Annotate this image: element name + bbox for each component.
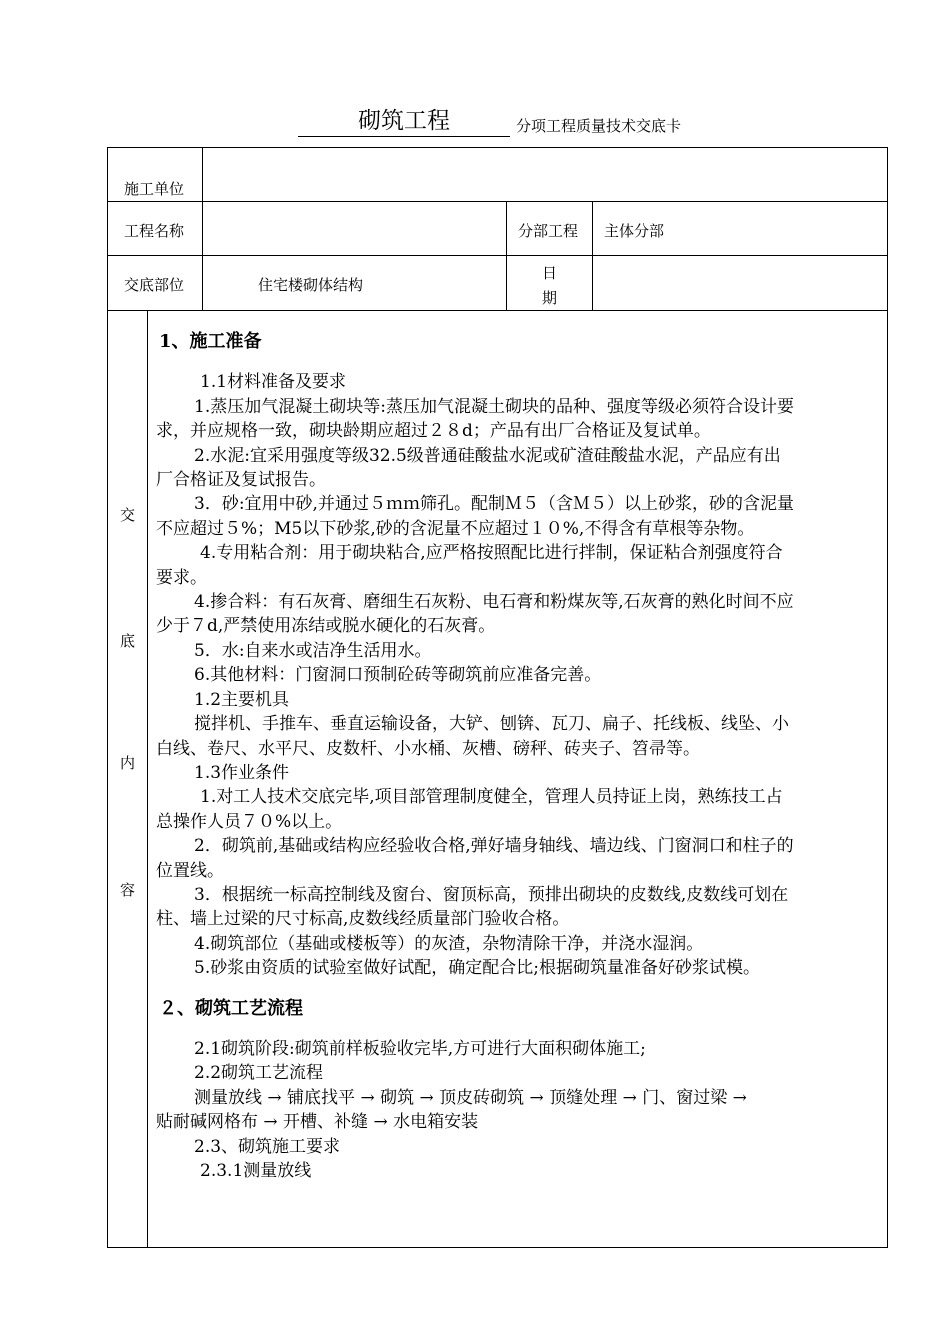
content-line: 贴耐碱网格布 → 开槽、补缝 → 水电箱安装 [156, 1112, 479, 1133]
content-line: 搅拌机、手推车、垂直运输设备，大铲、刨锛、瓦刀、扁子、托线板、线坠、小 [194, 714, 789, 735]
content-line: 2.3、砌筑施工要求 [194, 1136, 341, 1157]
content-line: 位置线。 [156, 860, 224, 881]
content-line: 2.2砌筑工艺流程 [194, 1063, 324, 1084]
content-line: 总操作人员７０%以上。 [156, 811, 343, 832]
content-line: 少于７d,严禁使用冻结或脱水硬化的石灰膏。 [156, 616, 496, 637]
unit-label: 施工单位 [124, 180, 185, 198]
row-divider [108, 201, 887, 202]
subproject-label: 分部工程 [518, 222, 579, 240]
side-label-char: 容 [119, 881, 135, 899]
row-divider [108, 310, 887, 311]
content-line: 3．根据统一标高控制线及窗台、窗顶标高，预排出砌块的皮数线,皮数线可划在 [194, 884, 789, 905]
content-line: 1.1材料准备及要求 [200, 372, 347, 393]
content-line: 求，并应规格一致，砌块龄期应超过２８d；产品有出厂合格证及复试单。 [156, 421, 711, 442]
document-subtitle: 分项工程质量技术交底卡 [516, 117, 682, 135]
row-divider [108, 255, 887, 256]
section-heading: ２、砌筑工艺流程 [159, 997, 303, 1019]
document-title: 砌筑工程 [298, 106, 510, 137]
column-divider [506, 201, 507, 310]
content-line: 厂合格证及复试报告。 [156, 470, 326, 491]
content-line: 1.蒸压加气混凝土砌块等:蒸压加气混凝土砌块的品种、强度等级必须符合设计要 [194, 396, 794, 417]
content-line: 柱、墙上过梁的尺寸标高,皮数线经质量部门验收合格。 [156, 909, 570, 930]
content-line: 测量放线 → 铺底找平 → 砌筑 → 顶皮砖砌筑 → 顶缝处理 → 门、窗过梁 → [194, 1087, 747, 1108]
content-line: 要求。 [156, 567, 207, 588]
date-label-bottom: 期 [542, 289, 558, 307]
column-divider [147, 310, 148, 1247]
document-header [298, 106, 818, 136]
column-divider [202, 148, 203, 310]
content-line: 2．砌筑前,基础或结构应经验收合格,弹好墙身轴线、墙边线、门窗洞口和柱子的 [194, 836, 794, 857]
subproject-value: 主体分部 [604, 222, 665, 240]
content-line: 1.2主要机具 [194, 689, 290, 710]
location-label: 交底部位 [124, 276, 185, 294]
side-label-char: 底 [119, 632, 135, 650]
content-line: 4.专用粘合剂：用于砌块粘合,应严格按照配比进行拌制，保证粘合剂强度符合 [200, 543, 783, 564]
side-label-char: 内 [119, 754, 135, 772]
side-label-char: 交 [119, 506, 135, 524]
location-value: 住宅楼砌体结构 [258, 276, 364, 294]
content-line: 6.其他材料：门窗洞口预制砼砖等砌筑前应准备完善。 [194, 665, 602, 686]
content-line: 白线、卷尺、水平尺、皮数杆、小水桶、灰槽、磅秤、砖夹子、笤帚等。 [156, 738, 700, 759]
content-line: 4.砌筑部位（基础或楼板等）的灰渣，杂物清除干净，并浇水湿润。 [194, 933, 704, 954]
content-line: 1.3作业条件 [194, 762, 290, 783]
column-divider [592, 201, 593, 310]
project-label: 工程名称 [124, 222, 185, 240]
disclosure-content [156, 330, 880, 1183]
content-line: 5．水:自来水或洁净生活用水。 [194, 640, 432, 661]
content-line: 1.对工人技术交底完毕,项目部管理制度健全，管理人员持证上岗，熟练技工占 [200, 787, 783, 808]
content-line: 2.3.1测量放线 [200, 1161, 312, 1181]
content-line: 5.砂浆由资质的试验室做好试配，确定配合比;根据砌筑量准备好砂浆试模。 [194, 958, 760, 979]
section-heading: 1、施工准备 [159, 331, 262, 352]
content-line: 2.水泥:宜采用强度等级32.5级普通硅酸盐水泥或矿渣硅酸盐水泥，产品应有出 [194, 445, 781, 466]
content-line: 3．砂:宜用中砂,并通过５ｍｍ筛孔。配制Ｍ５（含Ｍ５）以上砂浆，砂的含泥量 [194, 494, 794, 515]
date-label-top: 日 [542, 264, 558, 282]
content-line: 不应超过５%；M5以下砂浆,砂的含泥量不应超过１０%,不得含有草根等杂物。 [156, 518, 755, 539]
content-line: 2.1砌筑阶段:砌筑前样板验收完毕,方可进行大面积砌体施工; [194, 1038, 646, 1059]
content-line: 4.掺合料：有石灰膏、磨细生石灰粉、电石膏和粉煤灰等,石灰膏的熟化时间不应 [194, 592, 794, 613]
